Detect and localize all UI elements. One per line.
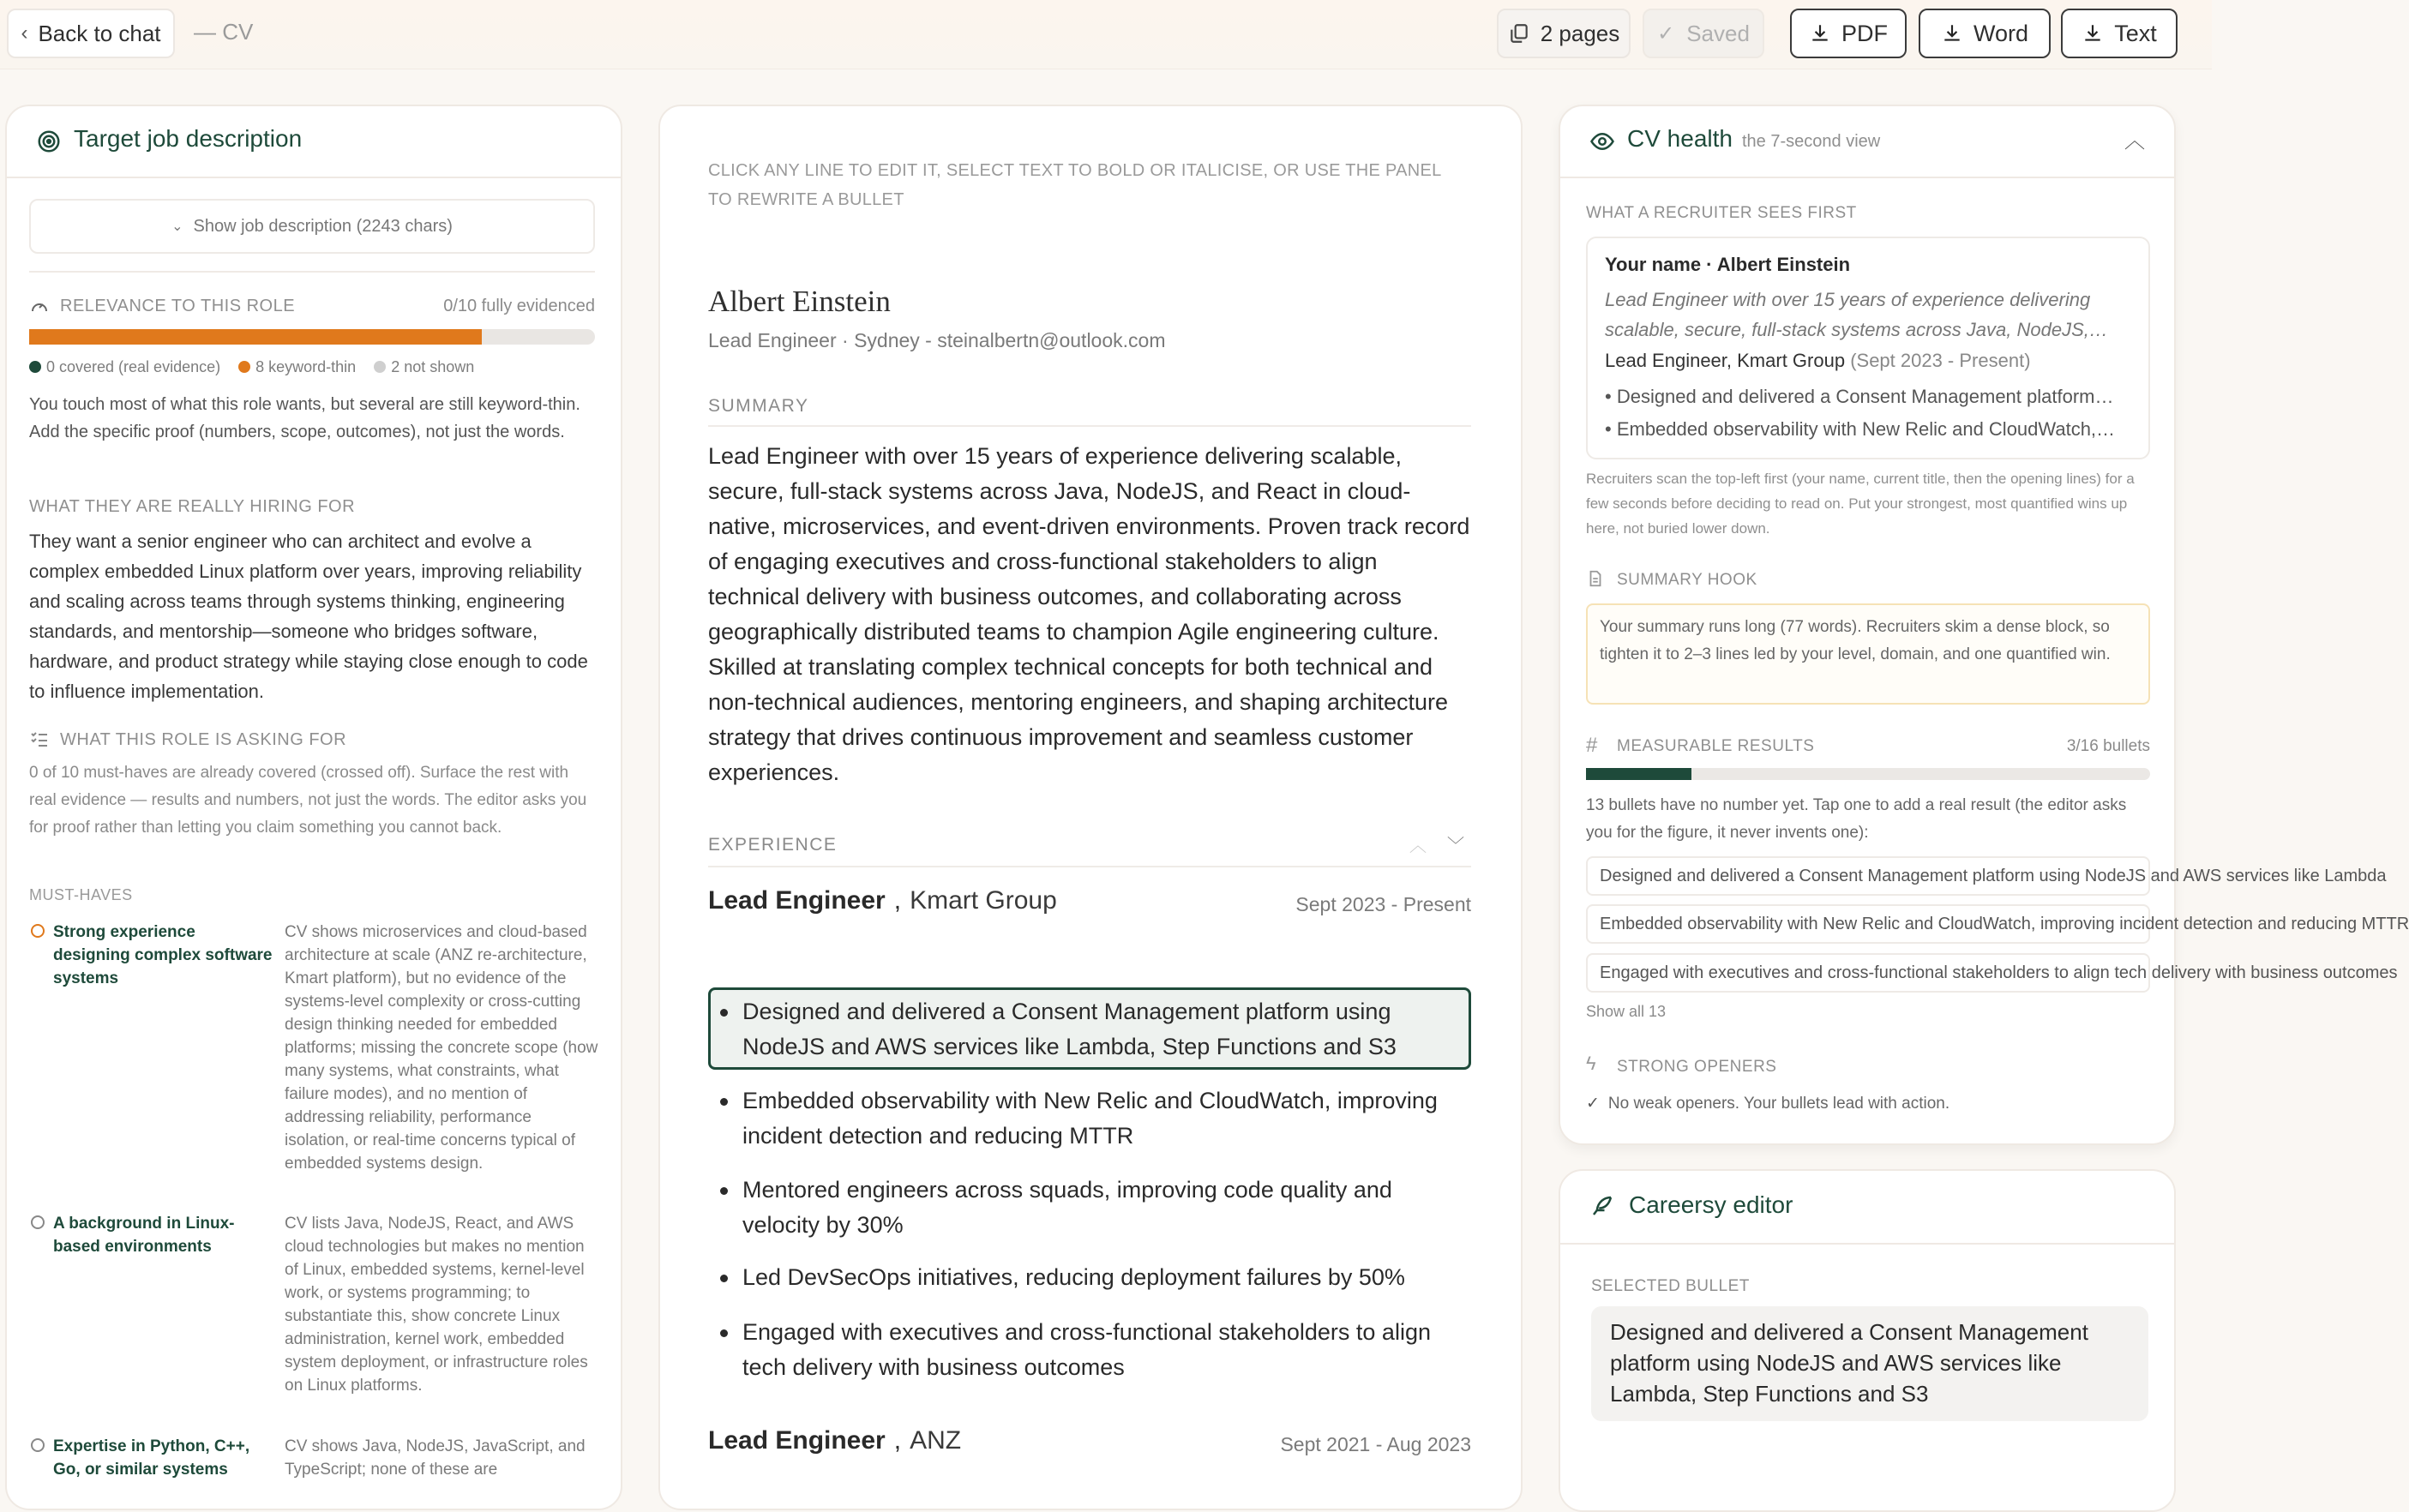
job-dates: Sept 2021 - Aug 2023: [1280, 1433, 1471, 1455]
saved-button[interactable]: ✓ Saved: [1643, 9, 1764, 58]
check-icon: ✓: [1586, 1095, 1600, 1113]
job-heading[interactable]: Lead Engineer , Kmart Group: [708, 886, 1057, 915]
cv-bullet[interactable]: Engaged with executives and cross-functional stakeholders to align tech delivery with business outcomes: [708, 1315, 1471, 1385]
job-company: Kmart Group: [910, 886, 1057, 915]
divider: [708, 866, 1471, 867]
hiring-for-text: They want a senior engineer who can architect and evolve a complex embedded Linux platform over years, improving reliability and scaling across teams through systems thinking, engineering standards, and mentorship—someone who bridges software, hardware, and product strategy while staying close enough to code to influence implementation.: [29, 531, 588, 702]
asking-for-text: 0 of 10 must-haves are already covered (crossed off). Surface the rest with real evidence — results and numbers, not just the words. The editor asks you for proof rather than letting you claim something you cannot back.: [29, 764, 587, 837]
word-download-button[interactable]: Word: [1919, 9, 2051, 58]
must-have-item[interactable]: Expertise in Python, C++, Go, or similar systems CV shows Java, NodeJS, JavaScript, and TypeScript; none of these are: [26, 1435, 595, 1467]
download-icon: [1809, 22, 1831, 45]
recruiter-note: Recruiters scan the top-left first (your name, current title, then the opening lines) for a few seconds before deciding to read on. Put your strongest, most quantified wins up here, not buried lower down.: [1586, 471, 2135, 537]
cv-health-header[interactable]: [1560, 106, 2174, 178]
cv-bullet[interactable]: Mentored engineers across squads, improving code quality and velocity by 30%: [708, 1173, 1471, 1243]
document-icon: [1586, 569, 1605, 588]
experience-heading: EXPERIENCE: [708, 835, 838, 855]
show-all-link[interactable]: Show all 13: [1586, 1003, 1667, 1020]
lightning-icon: ϟ: [1586, 1053, 1596, 1074]
summary-hook-label: SUMMARY HOOK: [1617, 571, 1757, 589]
unquantified-bullet[interactable]: Embedded observability with New Relic and CloudWatch, improving incident detection and reducing MTTR: [1586, 904, 2150, 944]
summary-text[interactable]: Lead Engineer with over 15 years of experience delivering scalable, secure, full-stack systems across Java, NodeJS, and React in cloud-native, microservices, and event-driven environments. Proven track record of engaging executives and cross-functional stakeholders to align technical delivery with business outcomes, and collaborating across geographically distributed teams to champion Agile engineering culture. Skilled at translating complex technical concepts for both technical and non-technical audiences, mentoring engineers, and shaping architecture strategy that drives continuous improvement and seamless customer experiences.: [708, 443, 1470, 785]
relevance-score: 0/10 fully evidenced: [443, 297, 595, 315]
preview-role: Lead Engineer, Kmart Group (Sept 2023 - Present): [1605, 350, 2031, 371]
selected-bullet-text[interactable]: Designed and delivered a Consent Management platform using NodeJS and AWS services like Lambda, Step Functions and S3: [1591, 1306, 2148, 1421]
gauge-icon: [29, 297, 50, 317]
cv-health-title: CV health: [1627, 125, 1733, 152]
chevron-down-icon: ⌄: [171, 219, 183, 234]
thin-dot-icon: [238, 361, 250, 373]
breadcrumb: — CV: [194, 19, 254, 45]
openers-status: ✓ No weak openers. Your bullets lead with action.: [1586, 1095, 1950, 1113]
download-icon: [2082, 22, 2104, 45]
measurable-count: 3/16 bullets: [2066, 737, 2150, 755]
preview-summary: Lead Engineer with over 15 years of experience delivering scalable, secure, full-stack systems across Java, NodeJS,…: [1605, 289, 2108, 340]
checklist-icon: [29, 729, 50, 749]
hiring-for-label: WHAT THEY ARE REALLY HIRING FOR: [29, 497, 356, 516]
text-download-button[interactable]: Text: [2061, 9, 2178, 58]
cv-bullet[interactable]: Embedded observability with New Relic and CloudWatch, improving incident detection and reducing MTTR: [708, 1083, 1471, 1154]
download-icon: [1941, 22, 1963, 45]
chevron-up-icon[interactable]: ︿: [2124, 129, 2145, 153]
feather-icon: [1589, 1193, 1615, 1219]
relevance-note: You touch most of what this role wants, but several are still keyword-thin. Add the specific proof (numbers, scope, outcomes), not just the words.: [29, 395, 580, 441]
covered-dot-icon: [29, 361, 41, 373]
job-title: Lead Engineer: [708, 886, 886, 915]
hash-icon: #: [1586, 734, 1598, 757]
editor-title: Careersy editor: [1629, 1191, 1793, 1218]
back-to-chat-button[interactable]: ‹ Back to chat: [7, 9, 175, 58]
measurable-label: MEASURABLE RESULTS: [1617, 737, 1815, 755]
chevron-left-icon: ‹: [21, 21, 28, 45]
empty-circle-icon: [31, 1215, 45, 1229]
asking-for-label: WHAT THIS ROLE IS ASKING FOR: [60, 730, 347, 749]
measurable-note: 13 bullets have no number yet. Tap one to add a real result (the editor asks you for the figure, it never invents one):: [1586, 796, 2127, 842]
job-heading[interactable]: Lead Engineer , ANZ: [708, 1426, 962, 1455]
chevron-down-icon[interactable]: ﹀: [1447, 837, 1464, 855]
target-job-header: [7, 106, 621, 178]
empty-circle-icon: [31, 1438, 45, 1452]
job-title: Lead Engineer: [708, 1426, 886, 1455]
pages-button[interactable]: 2 pages: [1497, 9, 1631, 58]
preview-name: Your name · Albert Einstein: [1605, 254, 1851, 275]
unquantified-bullet[interactable]: Engaged with executives and cross-functional stakeholders to align tech delivery with business outcomes: [1586, 953, 2150, 993]
move-up-icon[interactable]: ︿: [1409, 837, 1427, 855]
must-have-item[interactable]: Strong experience designing complex software systems CV shows microservices and cloud-based architecture at scale (ANZ re-architecture, Kmart platform), but no evidence of the systems-level complexity or cross-cutting design thinking needed for embedded platforms; missing the concrete scope (how many systems, what constraints, what failure modes), and no mention of addressing reliability, performance isolation, or real-time concerns typical of embedded systems design.: [26, 921, 595, 1203]
must-haves-label: MUST-HAVES: [29, 886, 133, 903]
relevance-legend: 0 covered (real evidence) 8 keyword-thin 2 not shown: [29, 358, 604, 382]
show-job-description-button[interactable]: ⌄ Show job description (2243 chars): [29, 199, 595, 254]
measurable-bar-fill: [1586, 768, 1691, 780]
job-company: ANZ: [910, 1426, 962, 1455]
divider: [708, 425, 1471, 427]
relevance-label: RELEVANCE TO THIS ROLE: [60, 297, 296, 315]
must-have-item[interactable]: A background in Linux-based environments CV lists Java, NodeJS, React, and AWS cloud technologies but makes no mention of Linux, embedded systems, kernel-level work, or systems programming; to substantiate this, show concrete Linux administration, kernel work, embedded system deployment, or infrastructure roles on Linux platforms.: [26, 1212, 595, 1426]
cv-contact[interactable]: Lead Engineer · Sydney - steinalbertn@outlook.com: [708, 329, 1166, 351]
not-shown-dot-icon: [374, 361, 386, 373]
selected-bullet-label: SELECTED BULLET: [1591, 1277, 1750, 1295]
cv-health-subtitle: the 7-second view: [1742, 132, 1881, 151]
unquantified-bullet[interactable]: Designed and delivered a Consent Management platform using NodeJS and AWS services like Lambda: [1586, 856, 2150, 896]
summary-hook-warning: Your summary runs long (77 words). Recruiters skim a dense block, so tighten it to 2–3 lines led by your level, domain, and one quantified win.: [1586, 603, 2150, 705]
preview-bullet: • Embedded observability with New Relic and CloudWatch,…: [1605, 418, 2116, 440]
summary-heading: SUMMARY: [708, 396, 809, 416]
target-job-title: Target job description: [74, 125, 303, 152]
editor-header: [1560, 1171, 2174, 1245]
pdf-download-button[interactable]: PDF: [1790, 9, 1907, 58]
edit-hint: CLICK ANY LINE TO EDIT IT, SELECT TEXT TO BOLD OR ITALICISE, OR USE THE PANEL TO REWRITE A BULLET: [708, 161, 1441, 209]
job-dates: Sept 2023 - Present: [1295, 893, 1471, 915]
relevance-bar: [29, 329, 595, 345]
relevance-bar-fill: [29, 329, 482, 345]
partial-circle-icon: [31, 924, 45, 938]
cv-name[interactable]: Albert Einstein: [708, 285, 891, 318]
pages-icon: [1508, 22, 1530, 45]
openers-label: STRONG OPENERS: [1617, 1058, 1777, 1076]
eye-icon: [1589, 129, 1615, 154]
cv-bullet[interactable]: Led DevSecOps initiatives, reducing deployment failures by 50%: [708, 1260, 1471, 1295]
target-icon: [36, 129, 62, 154]
measurable-bar: [1586, 768, 2150, 780]
recruiter-label: WHAT A RECRUITER SEES FIRST: [1586, 204, 1857, 222]
divider: [29, 271, 595, 273]
cv-bullet-selected[interactable]: Designed and delivered a Consent Management platform using NodeJS and AWS services like Lambda, Step Functions and S3: [708, 994, 1471, 1065]
preview-bullet: • Designed and delivered a Consent Management platform…: [1605, 386, 2114, 407]
check-icon: ✓: [1657, 21, 1675, 45]
